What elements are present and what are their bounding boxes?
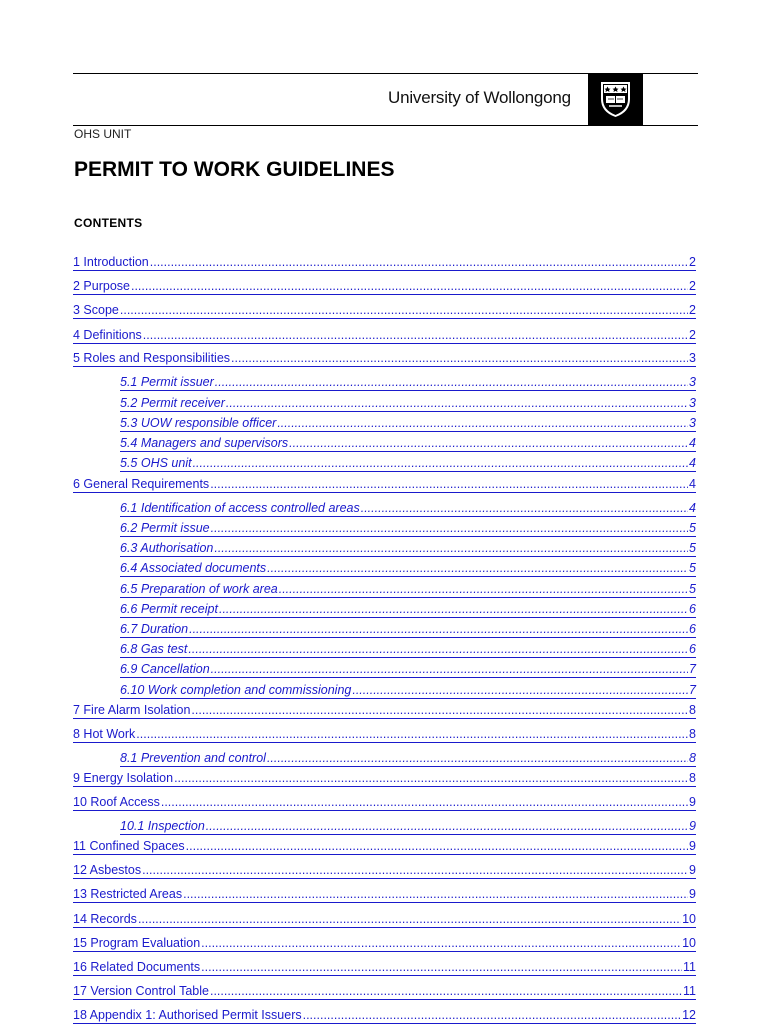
toc-dot-leader [138,911,681,927]
document-title: PERMIT TO WORK GUIDELINES [74,158,395,181]
toc-entry[interactable] [120,641,696,658]
toc-entry-page-number: 2 [689,255,696,269]
toc-entry-page-number: 9 [689,819,696,833]
unit-label: OHS UNIT [74,127,132,141]
toc-entry-label: 12 Asbestos [73,863,142,877]
toc-entry[interactable] [120,500,696,517]
toc-entry-page-number: 4 [689,436,696,450]
toc-entry-page-number: 6 [689,622,696,636]
toc-entry-label: 5 Roles and Responsibilities [73,351,231,365]
university-name: University of Wollongong [388,88,571,107]
toc-entry[interactable] [73,476,696,493]
toc-dot-leader [189,621,688,637]
toc-entry[interactable] [73,935,696,952]
toc-entry-label: 6.3 Authorisation [120,541,214,555]
toc-dot-leader [193,455,688,471]
toc-entry-page-number: 5 [689,521,696,535]
toc-entry-label: 4 Definitions [73,328,142,342]
toc-dot-leader [267,750,688,766]
toc-entry-label: 18 Appendix 1: Authorised Permit Issuers [73,1008,302,1022]
toc-entry[interactable] [120,581,696,598]
toc-entry[interactable] [120,601,696,618]
toc-entry-label: 6.7 Duration [120,622,189,636]
toc-dot-leader [231,350,688,366]
toc-entry[interactable] [120,560,696,577]
toc-entry[interactable] [120,682,696,699]
toc-entry-page-number: 3 [689,396,696,410]
toc-entry-label: 7 Fire Alarm Isolation [73,703,191,717]
toc-entry-page-number: 3 [689,375,696,389]
toc-entry[interactable] [120,435,696,452]
toc-entry-page-number: 8 [689,771,696,785]
toc-dot-leader [161,794,688,810]
toc-entry-page-number: 4 [689,501,696,515]
toc-entry-page-number: 3 [689,416,696,430]
toc-entry[interactable] [73,302,696,319]
toc-dot-leader [120,302,688,318]
toc-entry-page-number: 8 [689,751,696,765]
contents-heading: CONTENTS [74,216,143,230]
toc-entry-label: 5.4 Managers and supervisors [120,436,289,450]
toc-dot-leader [136,726,688,742]
toc-entry-label: 6.1 Identification of access controlled areas [120,501,360,515]
toc-entry-label: 16 Related Documents [73,960,201,974]
toc-entry-label: 6.9 Cancellation [120,662,210,676]
toc-entry-page-number: 10 [682,936,696,950]
toc-entry[interactable] [73,350,696,367]
toc-entry-page-number: 2 [689,328,696,342]
toc-entry-page-number: 11 [683,960,696,974]
toc-entry-page-number: 5 [689,582,696,596]
toc-entry-label: 1 Introduction [73,255,149,269]
toc-entry-page-number: 7 [689,662,696,676]
toc-dot-leader [226,395,688,411]
toc-entry-page-number: 4 [689,477,696,491]
toc-entry-label: 6.5 Preparation of work area [120,582,278,596]
toc-entry-page-number: 9 [689,795,696,809]
toc-entry-label: 5.1 Permit issuer [120,375,214,389]
toc-entry[interactable] [73,911,696,928]
toc-dot-leader [150,254,688,270]
toc-entry-page-number: 6 [689,642,696,656]
header-rule-bottom [73,125,698,126]
toc-dot-leader [289,435,688,451]
toc-entry[interactable] [73,702,696,719]
toc-entry[interactable] [120,455,696,472]
toc-dot-leader [186,838,688,854]
toc-dot-leader [219,601,688,617]
toc-dot-leader [183,886,688,902]
toc-entry-page-number: 5 [689,561,696,575]
toc-dot-leader [131,278,688,294]
toc-dot-leader [361,500,688,516]
toc-entry[interactable] [73,726,696,743]
toc-entry-page-number: 10 [682,912,696,926]
toc-entry[interactable] [73,886,696,903]
toc-dot-leader [174,770,688,786]
toc-entry[interactable] [120,818,696,835]
toc-entry-label: 17 Version Control Table [73,984,209,998]
toc-entry[interactable] [73,254,696,271]
toc-entry-label: 5.2 Permit receiver [120,396,225,410]
toc-dot-leader [352,682,688,698]
toc-dot-leader [206,818,688,834]
toc-entry[interactable] [73,770,696,787]
uow-crest-icon [588,73,643,126]
toc-entry-label: 6 General Requirements [73,477,210,491]
toc-entry-page-number: 2 [689,279,696,293]
toc-dot-leader [201,935,681,951]
toc-entry[interactable] [73,327,696,344]
toc-dot-leader [191,702,688,718]
toc-entry-label: 6.4 Associated documents [120,561,267,575]
toc-dot-leader [211,661,688,677]
toc-entry[interactable] [120,395,696,412]
toc-dot-leader [303,1007,681,1023]
toc-entry[interactable] [120,661,696,678]
toc-entry[interactable] [120,621,696,638]
toc-entry-page-number: 6 [689,602,696,616]
toc-entry-page-number: 3 [689,351,696,365]
toc-entry-page-number: 11 [683,984,696,998]
toc-dot-leader [210,476,688,492]
toc-dot-leader [214,540,688,556]
toc-entry[interactable] [120,750,696,767]
toc-entry-label: 2 Purpose [73,279,130,293]
toc-entry[interactable] [120,520,696,537]
toc-entry-page-number: 8 [689,703,696,717]
toc-entry[interactable] [73,983,696,1000]
toc-entry-label: 8 Hot Work [73,727,136,741]
toc-dot-leader [210,983,682,999]
toc-entry-label: 5.5 OHS unit [120,456,192,470]
toc-entry-label: 6.8 Gas test [120,642,188,656]
toc-entry[interactable] [73,278,696,295]
toc-entry-page-number: 5 [689,541,696,555]
toc-entry-label: 6.10 Work completion and commissioning [120,683,352,697]
toc-dot-leader [277,415,688,431]
toc-entry-page-number: 2 [689,303,696,317]
toc-entry-page-number: 8 [689,727,696,741]
toc-entry-page-number: 9 [689,839,696,853]
toc-entry[interactable] [73,959,696,976]
toc-dot-leader [211,520,688,536]
toc-entry-label: 6.6 Permit receipt [120,602,218,616]
toc-entry-label: 3 Scope [73,303,119,317]
toc-entry[interactable] [73,838,696,855]
toc-dot-leader [142,862,688,878]
toc-entry-page-number: 7 [689,683,696,697]
toc-dot-leader [188,641,688,657]
toc-entry-label: 10 Roof Access [73,795,160,809]
toc-entry[interactable] [73,1007,696,1024]
toc-entry-label: 6.2 Permit issue [120,521,210,535]
toc-entry-label: 8.1 Prevention and control [120,751,266,765]
toc-entry[interactable] [120,540,696,557]
toc-entry[interactable] [73,862,696,879]
toc-entry-label: 15 Program Evaluation [73,936,201,950]
toc-entry-label: 9 Energy Isolation [73,771,174,785]
toc-entry-page-number: 9 [689,887,696,901]
toc-entry-label: 11 Confined Spaces [73,839,185,853]
toc-entry-page-number: 4 [689,456,696,470]
toc-dot-leader [279,581,688,597]
toc-dot-leader [215,374,688,390]
toc-entry-label: 13 Restricted Areas [73,887,183,901]
toc-entry-label: 5.3 UOW responsible officer [120,416,277,430]
toc-entry[interactable] [120,374,696,391]
toc-dot-leader [267,560,688,576]
toc-entry[interactable] [73,794,696,811]
toc-entry-page-number: 9 [689,863,696,877]
toc-entry-label: 10.1 Inspection [120,819,205,833]
toc-entry-page-number: 12 [682,1008,696,1022]
toc-entry-label: 14 Records [73,912,137,926]
toc-dot-leader [143,327,688,343]
toc-dot-leader [201,959,682,975]
toc-entry[interactable] [120,415,696,432]
